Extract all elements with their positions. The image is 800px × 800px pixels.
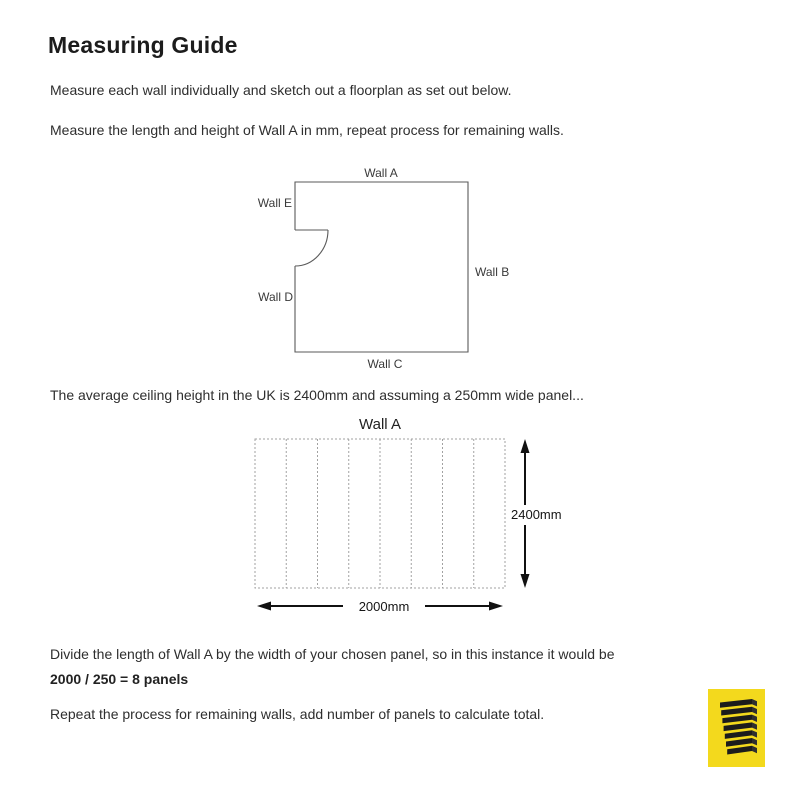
divide-instruction-line: Divide the length of Wall A by the width of your chosen panel, so in this instance it would be	[50, 646, 615, 662]
panel-dividers	[286, 439, 474, 588]
arrow-down-icon	[521, 574, 530, 588]
ceiling-height-line: The average ceiling height in the UK is 2400mm and assuming a 250mm wide panel...	[50, 387, 584, 403]
arrow-up-icon	[521, 439, 530, 453]
intro-line-1: Measure each wall individually and sketch out a floorplan as set out below.	[50, 82, 512, 98]
panel-wall-outline	[255, 439, 505, 588]
wall-b-label: Wall B	[475, 265, 510, 279]
panel-diagram	[240, 408, 570, 620]
floorplan-walls	[295, 182, 468, 352]
arrow-left-icon	[257, 602, 271, 611]
wall-a-label: Wall A	[364, 166, 398, 180]
panel-diagram-title: Wall A	[359, 416, 401, 433]
repeat-instruction-line: Repeat the process for remaining walls, add number of panels to calculate total.	[50, 706, 545, 722]
page-title: Measuring Guide	[48, 32, 238, 58]
width-dimension-label: 2000mm	[358, 599, 410, 614]
divide-result-line: 2000 / 250 = 8 panels	[50, 671, 189, 687]
intro-line-2: Measure the length and height of Wall A in mm, repeat process for remaining walls.	[50, 122, 564, 138]
height-dimension-label: 2400mm	[511, 507, 562, 522]
wall-c-label: Wall C	[367, 357, 403, 371]
arrow-right-icon	[489, 602, 503, 611]
stacked-panels-logo-icon	[708, 689, 765, 767]
wall-e-label: Wall E	[257, 196, 292, 210]
door-swing-arc	[295, 230, 328, 266]
wall-d-label: Wall D	[258, 290, 293, 304]
floorplan-diagram	[230, 153, 550, 381]
